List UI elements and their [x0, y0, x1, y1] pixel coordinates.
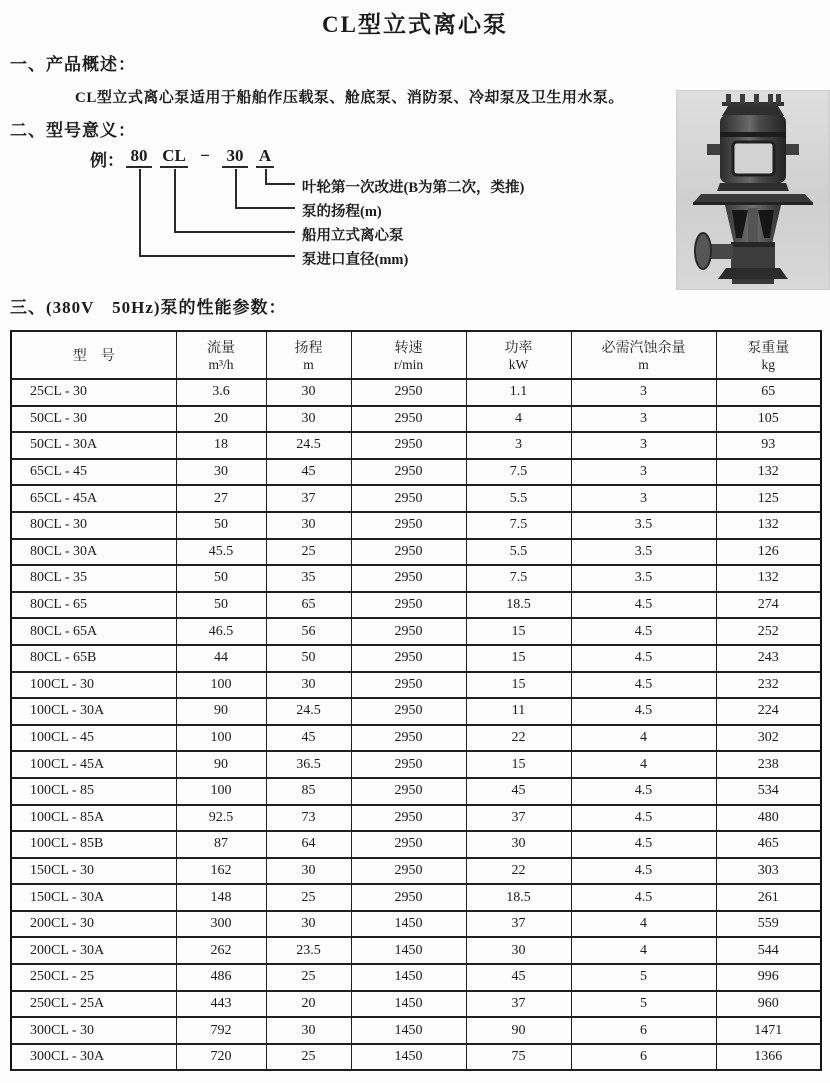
value-cell: 90 — [176, 751, 266, 778]
value-cell: 4 — [571, 911, 716, 938]
table-row — [11, 432, 821, 459]
value-cell: 30 — [466, 831, 571, 858]
value-cell: 20 — [176, 406, 266, 433]
value-cell: 2950 — [351, 406, 466, 433]
value-cell: 3 — [466, 432, 571, 459]
model-cell: 50CL - 30 — [11, 406, 176, 433]
value-cell: 2950 — [351, 884, 466, 911]
value-cell: 2950 — [351, 618, 466, 645]
value-cell: 30 — [466, 937, 571, 964]
value-cell: 4.5 — [571, 698, 716, 725]
value-cell: 6 — [571, 1017, 716, 1044]
table-row — [11, 618, 821, 645]
table-row — [11, 379, 821, 406]
value-cell: 2950 — [351, 539, 466, 566]
value-cell: 262 — [176, 937, 266, 964]
value-cell: 85 — [266, 778, 351, 805]
value-cell: 232 — [716, 672, 821, 699]
value-cell: 30 — [266, 406, 351, 433]
value-cell: 238 — [716, 751, 821, 778]
header-cell: 转速 r/min — [351, 331, 466, 379]
value-cell: 30 — [266, 379, 351, 406]
value-cell: 7.5 — [466, 512, 571, 539]
table-row — [11, 406, 821, 433]
value-cell: 105 — [716, 406, 821, 433]
table-row — [11, 911, 821, 938]
value-cell: 544 — [716, 937, 821, 964]
value-cell: 75 — [466, 1044, 571, 1071]
header-cell: 功率 kW — [466, 331, 571, 379]
value-cell: 224 — [716, 698, 821, 725]
value-cell: 37 — [466, 991, 571, 1018]
value-cell: 3 — [571, 432, 716, 459]
value-cell: 7.5 — [466, 459, 571, 486]
value-cell: 3.5 — [571, 565, 716, 592]
value-cell: 126 — [716, 539, 821, 566]
value-cell: 3 — [571, 379, 716, 406]
pump-illustration — [676, 90, 830, 290]
value-cell: 302 — [716, 725, 821, 752]
value-cell: 486 — [176, 964, 266, 991]
value-cell: 46.5 — [176, 618, 266, 645]
value-cell: 1366 — [716, 1044, 821, 1071]
value-cell: 2950 — [351, 858, 466, 885]
model-code-diagram — [0, 146, 660, 278]
label-inlet-diameter: 泵进口直径(mm) — [302, 252, 409, 268]
value-cell: 100 — [176, 725, 266, 752]
label-impeller-revision: 叶轮第一次改进(B为第二次，类推) — [302, 180, 525, 196]
section3-heading: 三、(380V 50Hz)泵的性能参数： — [10, 298, 287, 317]
value-cell: 4 — [466, 406, 571, 433]
table-row — [11, 805, 821, 832]
value-cell: 25 — [266, 964, 351, 991]
value-cell: 1450 — [351, 937, 466, 964]
value-cell: 4.5 — [571, 618, 716, 645]
header-cell: 型 号 — [11, 331, 176, 379]
table-header-row — [11, 331, 821, 379]
value-cell: 18 — [176, 432, 266, 459]
value-cell: 44 — [176, 645, 266, 672]
value-cell: 25 — [266, 884, 351, 911]
value-cell: 90 — [176, 698, 266, 725]
model-cell: 100CL - 45A — [11, 751, 176, 778]
section2-heading: 二、型号意义： — [10, 121, 136, 140]
value-cell: 45.5 — [176, 539, 266, 566]
value-cell: 45 — [466, 964, 571, 991]
section1-heading: 一、产品概述： — [10, 55, 136, 74]
model-cell: 100CL - 85B — [11, 831, 176, 858]
value-cell: 25 — [266, 539, 351, 566]
value-cell: 45 — [266, 725, 351, 752]
table-row — [11, 1044, 821, 1071]
model-cell: 100CL - 45 — [11, 725, 176, 752]
value-cell: 30 — [266, 911, 351, 938]
value-cell: 1471 — [716, 1017, 821, 1044]
value-cell: 2950 — [351, 751, 466, 778]
value-cell: 2950 — [351, 485, 466, 512]
header-cell: 扬程 m — [266, 331, 351, 379]
value-cell: 90 — [466, 1017, 571, 1044]
example-prefix: 例： — [90, 151, 124, 170]
value-cell: 4 — [571, 725, 716, 752]
model-cell: 80CL - 65 — [11, 592, 176, 619]
value-cell: 4 — [571, 937, 716, 964]
value-cell: 92.5 — [176, 805, 266, 832]
value-cell: 252 — [716, 618, 821, 645]
value-cell: 37 — [466, 805, 571, 832]
value-cell: 2950 — [351, 698, 466, 725]
value-cell: 4.5 — [571, 672, 716, 699]
value-cell: 792 — [176, 1017, 266, 1044]
value-cell: 3 — [571, 406, 716, 433]
value-cell: 30 — [176, 459, 266, 486]
value-cell: 2950 — [351, 672, 466, 699]
value-cell: 132 — [716, 565, 821, 592]
model-cell: 300CL - 30 — [11, 1017, 176, 1044]
value-cell: 50 — [266, 645, 351, 672]
value-cell: 3.6 — [176, 379, 266, 406]
value-cell: 100 — [176, 778, 266, 805]
value-cell: 4 — [571, 751, 716, 778]
value-cell: 27 — [176, 485, 266, 512]
table-row — [11, 512, 821, 539]
value-cell: 148 — [176, 884, 266, 911]
value-cell: 996 — [716, 964, 821, 991]
value-cell: 443 — [176, 991, 266, 1018]
value-cell: 50 — [176, 565, 266, 592]
value-cell: 93 — [716, 432, 821, 459]
table-row — [11, 459, 821, 486]
label-pump-type: 船用立式离心泵 — [302, 228, 404, 244]
value-cell: 2950 — [351, 565, 466, 592]
value-cell: 15 — [466, 618, 571, 645]
value-cell: 5.5 — [466, 539, 571, 566]
value-cell: 87 — [176, 831, 266, 858]
value-cell: 18.5 — [466, 592, 571, 619]
model-cell: 100CL - 85A — [11, 805, 176, 832]
model-cell: 250CL - 25A — [11, 991, 176, 1018]
value-cell: 2950 — [351, 725, 466, 752]
table-row — [11, 884, 821, 911]
table-row — [11, 592, 821, 619]
value-cell: 4.5 — [571, 831, 716, 858]
value-cell: 274 — [716, 592, 821, 619]
value-cell: 303 — [716, 858, 821, 885]
value-cell: 100 — [176, 672, 266, 699]
value-cell: 4.5 — [571, 884, 716, 911]
value-cell: 2950 — [351, 379, 466, 406]
value-cell: 35 — [266, 565, 351, 592]
value-cell: 2950 — [351, 592, 466, 619]
model-cell: 250CL - 25 — [11, 964, 176, 991]
model-cell: 50CL - 30A — [11, 432, 176, 459]
value-cell: 261 — [716, 884, 821, 911]
table-row — [11, 565, 821, 592]
table-row — [11, 831, 821, 858]
value-cell: 5.5 — [466, 485, 571, 512]
value-cell: 15 — [466, 645, 571, 672]
value-cell: 73 — [266, 805, 351, 832]
value-cell: 25 — [266, 1044, 351, 1071]
example-variant-code: A — [256, 146, 274, 168]
value-cell: 50 — [176, 512, 266, 539]
value-cell: 5 — [571, 991, 716, 1018]
value-cell: 3.5 — [571, 539, 716, 566]
value-cell: 480 — [716, 805, 821, 832]
example-inlet-code: 80 — [126, 146, 152, 168]
connector-line — [139, 169, 295, 257]
value-cell: 65 — [716, 379, 821, 406]
page-title: CL型立式离心泵 — [322, 12, 508, 37]
value-cell: 4.5 — [571, 592, 716, 619]
value-cell: 45 — [266, 459, 351, 486]
value-cell: 37 — [466, 911, 571, 938]
value-cell: 3.5 — [571, 512, 716, 539]
table-row — [11, 751, 821, 778]
pump-photo — [676, 90, 830, 290]
table-row — [11, 725, 821, 752]
value-cell: 23.5 — [266, 937, 351, 964]
header-cell: 流量 m³/h — [176, 331, 266, 379]
value-cell: 2950 — [351, 459, 466, 486]
value-cell: 534 — [716, 778, 821, 805]
label-pump-head: 泵的扬程(m) — [302, 204, 382, 220]
value-cell: 2950 — [351, 512, 466, 539]
model-cell: 80CL - 30 — [11, 512, 176, 539]
value-cell: 720 — [176, 1044, 266, 1071]
value-cell: 4.5 — [571, 778, 716, 805]
example-head-code: 30 — [222, 146, 248, 168]
example-series-code: CL — [160, 146, 188, 168]
table-row — [11, 778, 821, 805]
table-row — [11, 964, 821, 991]
table-row — [11, 672, 821, 699]
model-cell: 65CL - 45A — [11, 485, 176, 512]
value-cell: 960 — [716, 991, 821, 1018]
table-row — [11, 991, 821, 1018]
value-cell: 3 — [571, 459, 716, 486]
value-cell: 2950 — [351, 831, 466, 858]
model-cell: 80CL - 30A — [11, 539, 176, 566]
value-cell: 7.5 — [466, 565, 571, 592]
header-cell: 必需汽蚀余量 m — [571, 331, 716, 379]
model-cell: 150CL - 30 — [11, 858, 176, 885]
value-cell: 30 — [266, 512, 351, 539]
value-cell: 4.5 — [571, 645, 716, 672]
header-cell: 泵重量 kg — [716, 331, 821, 379]
value-cell: 3 — [571, 485, 716, 512]
value-cell: 11 — [466, 698, 571, 725]
model-cell: 80CL - 65B — [11, 645, 176, 672]
value-cell: 30 — [266, 672, 351, 699]
model-cell: 100CL - 85 — [11, 778, 176, 805]
value-cell: 37 — [266, 485, 351, 512]
example-dash: − — [200, 146, 210, 165]
model-cell: 100CL - 30 — [11, 672, 176, 699]
model-cell: 200CL - 30 — [11, 911, 176, 938]
value-cell: 465 — [716, 831, 821, 858]
value-cell: 243 — [716, 645, 821, 672]
model-cell: 300CL - 30A — [11, 1044, 176, 1071]
value-cell: 36.5 — [266, 751, 351, 778]
performance-table — [10, 330, 822, 1071]
model-cell: 25CL - 30 — [11, 379, 176, 406]
table-row — [11, 539, 821, 566]
value-cell: 162 — [176, 858, 266, 885]
value-cell: 2950 — [351, 778, 466, 805]
value-cell: 20 — [266, 991, 351, 1018]
value-cell: 1.1 — [466, 379, 571, 406]
model-cell: 150CL - 30A — [11, 884, 176, 911]
value-cell: 1450 — [351, 991, 466, 1018]
value-cell: 15 — [466, 751, 571, 778]
value-cell: 4.5 — [571, 858, 716, 885]
value-cell: 1450 — [351, 1017, 466, 1044]
value-cell: 56 — [266, 618, 351, 645]
table-row — [11, 1017, 821, 1044]
value-cell: 22 — [466, 858, 571, 885]
model-cell: 100CL - 30A — [11, 698, 176, 725]
section1-body: CL型立式离心泵适用于船舶作压载泵、舱底泵、消防泵、冷却泵及卫生用水泵。 — [75, 90, 624, 106]
value-cell: 50 — [176, 592, 266, 619]
value-cell: 18.5 — [466, 884, 571, 911]
table-row — [11, 698, 821, 725]
table-row — [11, 858, 821, 885]
value-cell: 132 — [716, 459, 821, 486]
model-cell: 200CL - 30A — [11, 937, 176, 964]
value-cell: 125 — [716, 485, 821, 512]
value-cell: 24.5 — [266, 698, 351, 725]
value-cell: 64 — [266, 831, 351, 858]
value-cell: 2950 — [351, 432, 466, 459]
value-cell: 4.5 — [571, 805, 716, 832]
value-cell: 2950 — [351, 645, 466, 672]
value-cell: 5 — [571, 964, 716, 991]
model-cell: 80CL - 35 — [11, 565, 176, 592]
value-cell: 1450 — [351, 911, 466, 938]
table-row — [11, 937, 821, 964]
value-cell: 65 — [266, 592, 351, 619]
table-row — [11, 485, 821, 512]
value-cell: 30 — [266, 1017, 351, 1044]
value-cell: 24.5 — [266, 432, 351, 459]
value-cell: 30 — [266, 858, 351, 885]
value-cell: 559 — [716, 911, 821, 938]
model-cell: 65CL - 45 — [11, 459, 176, 486]
model-example-line — [88, 146, 282, 170]
value-cell: 2950 — [351, 805, 466, 832]
value-cell: 300 — [176, 911, 266, 938]
value-cell: 15 — [466, 672, 571, 699]
table-row — [11, 645, 821, 672]
value-cell: 6 — [571, 1044, 716, 1071]
value-cell: 132 — [716, 512, 821, 539]
value-cell: 1450 — [351, 964, 466, 991]
model-cell: 80CL - 65A — [11, 618, 176, 645]
value-cell: 1450 — [351, 1044, 466, 1071]
value-cell: 45 — [466, 778, 571, 805]
value-cell: 22 — [466, 725, 571, 752]
